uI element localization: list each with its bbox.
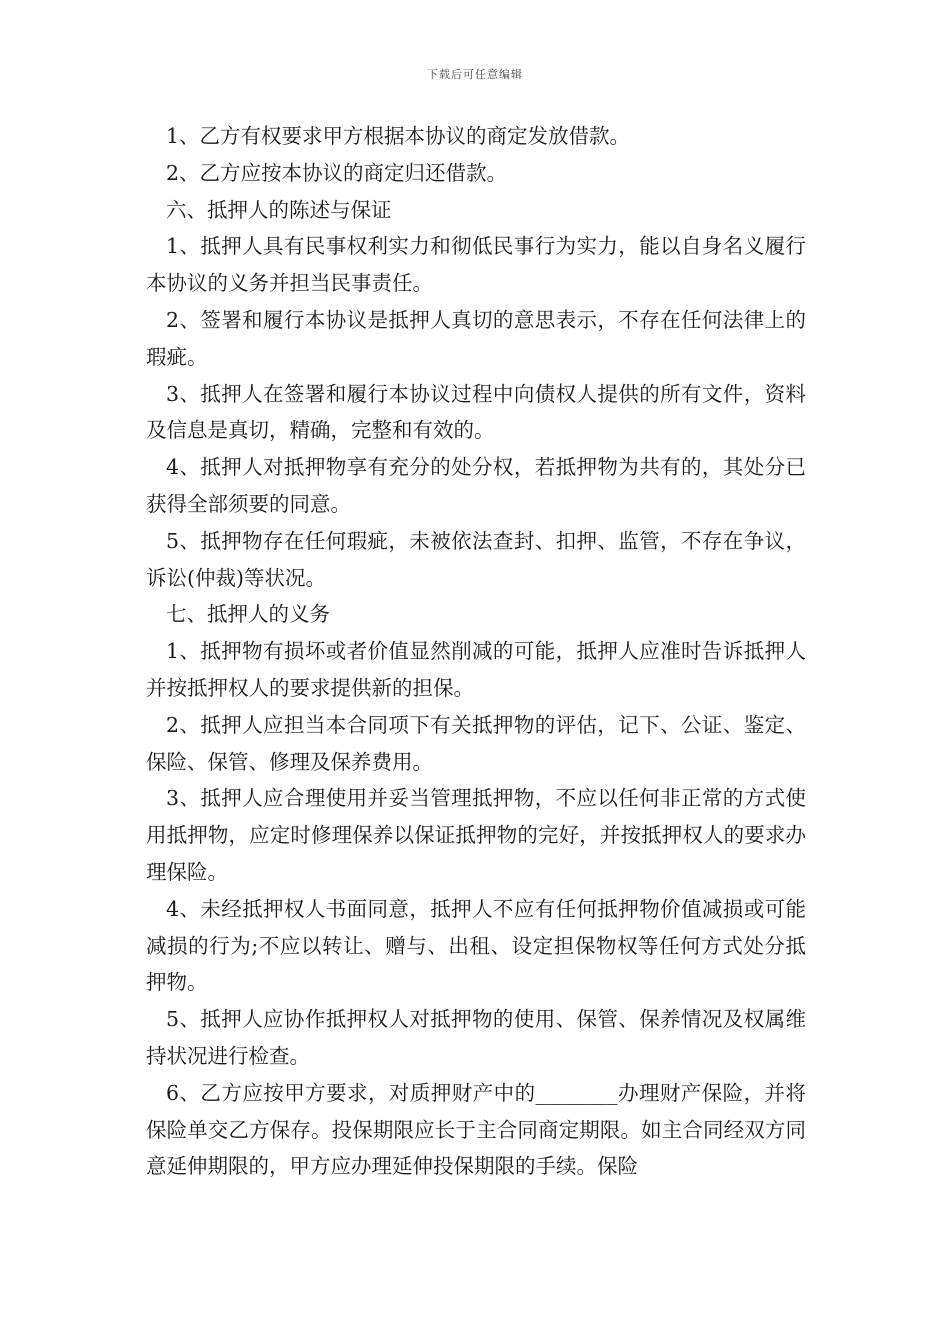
page-header-note: 下载后可任意编辑 bbox=[427, 68, 523, 81]
paragraph: 3、抵押人应合理使用并妥当管理抵押物，不应以任何非正常的方式使用抵押物，应定时修理保养以保证抵押物的完好，并按抵押权人的要求办理保险。 bbox=[146, 786, 806, 884]
section-heading: 七、抵押人的义务 bbox=[166, 602, 330, 627]
paragraph: 5、抵押人应协作抵押权人对抵押物的使用、保管、保养情况及权属维持状况进行检查。 bbox=[146, 1007, 806, 1068]
paragraph: 5、抵押物存在任何瑕疵，未被依法查封、扣押、监管，不存在争议，诉讼(仲裁)等状况。 bbox=[146, 528, 806, 590]
paragraph: 2、签署和履行本协议是抵押人真切的意思表示，不存在任何法律上的瑕疵。 bbox=[146, 307, 806, 369]
paragraph: 2、抵押人应担当本合同项下有关抵押物的评估，记下、公证、鉴定、保险、保管、修理及保养费用。 bbox=[146, 712, 806, 774]
paragraph: 4、抵押人对抵押物享有充分的处分权，若抵押物为共有的，其处分已获得全部须要的同意。 bbox=[146, 455, 806, 516]
paragraph: 1、抵押人具有民事权利实力和彻低民事行为实力，能以自身名义履行本协议的义务并担当民事责任。 bbox=[146, 234, 806, 296]
document-body bbox=[146, 118, 806, 1185]
paragraph: 6、乙方应按甲方要求，对质押财产中的________办理财产保险，并将保险单交乙方保存。投保期限应长于主合同商定期限。如主合同经双方同意延伸期限的，甲方应办理延伸投保期限的手续。保险 bbox=[146, 1080, 806, 1179]
section-heading: 六、抵押人的陈述与保证 bbox=[166, 197, 392, 222]
paragraph: 1、抵押物有损坏或者价值显然削减的可能，抵押人应准时告诉抵押人并按抵押权人的要求提供新的担保。 bbox=[146, 639, 806, 700]
paragraph: 2、乙方应按本协议的商定归还借款。 bbox=[166, 160, 508, 185]
paragraph: 4、未经抵押权人书面同意，抵押人不应有任何抵押物价值减损或可能减损的行为;不应以转让、赠与、出租、设定担保物权等任何方式处分抵押物。 bbox=[146, 896, 806, 995]
paragraph: 3、抵押人在签署和履行本协议过程中向债权人提供的所有文件，资料及信息是真切，精确，完整和有效的。 bbox=[146, 381, 806, 443]
paragraph: 1、乙方有权要求甲方根据本协议的商定发放借款。 bbox=[166, 124, 631, 148]
